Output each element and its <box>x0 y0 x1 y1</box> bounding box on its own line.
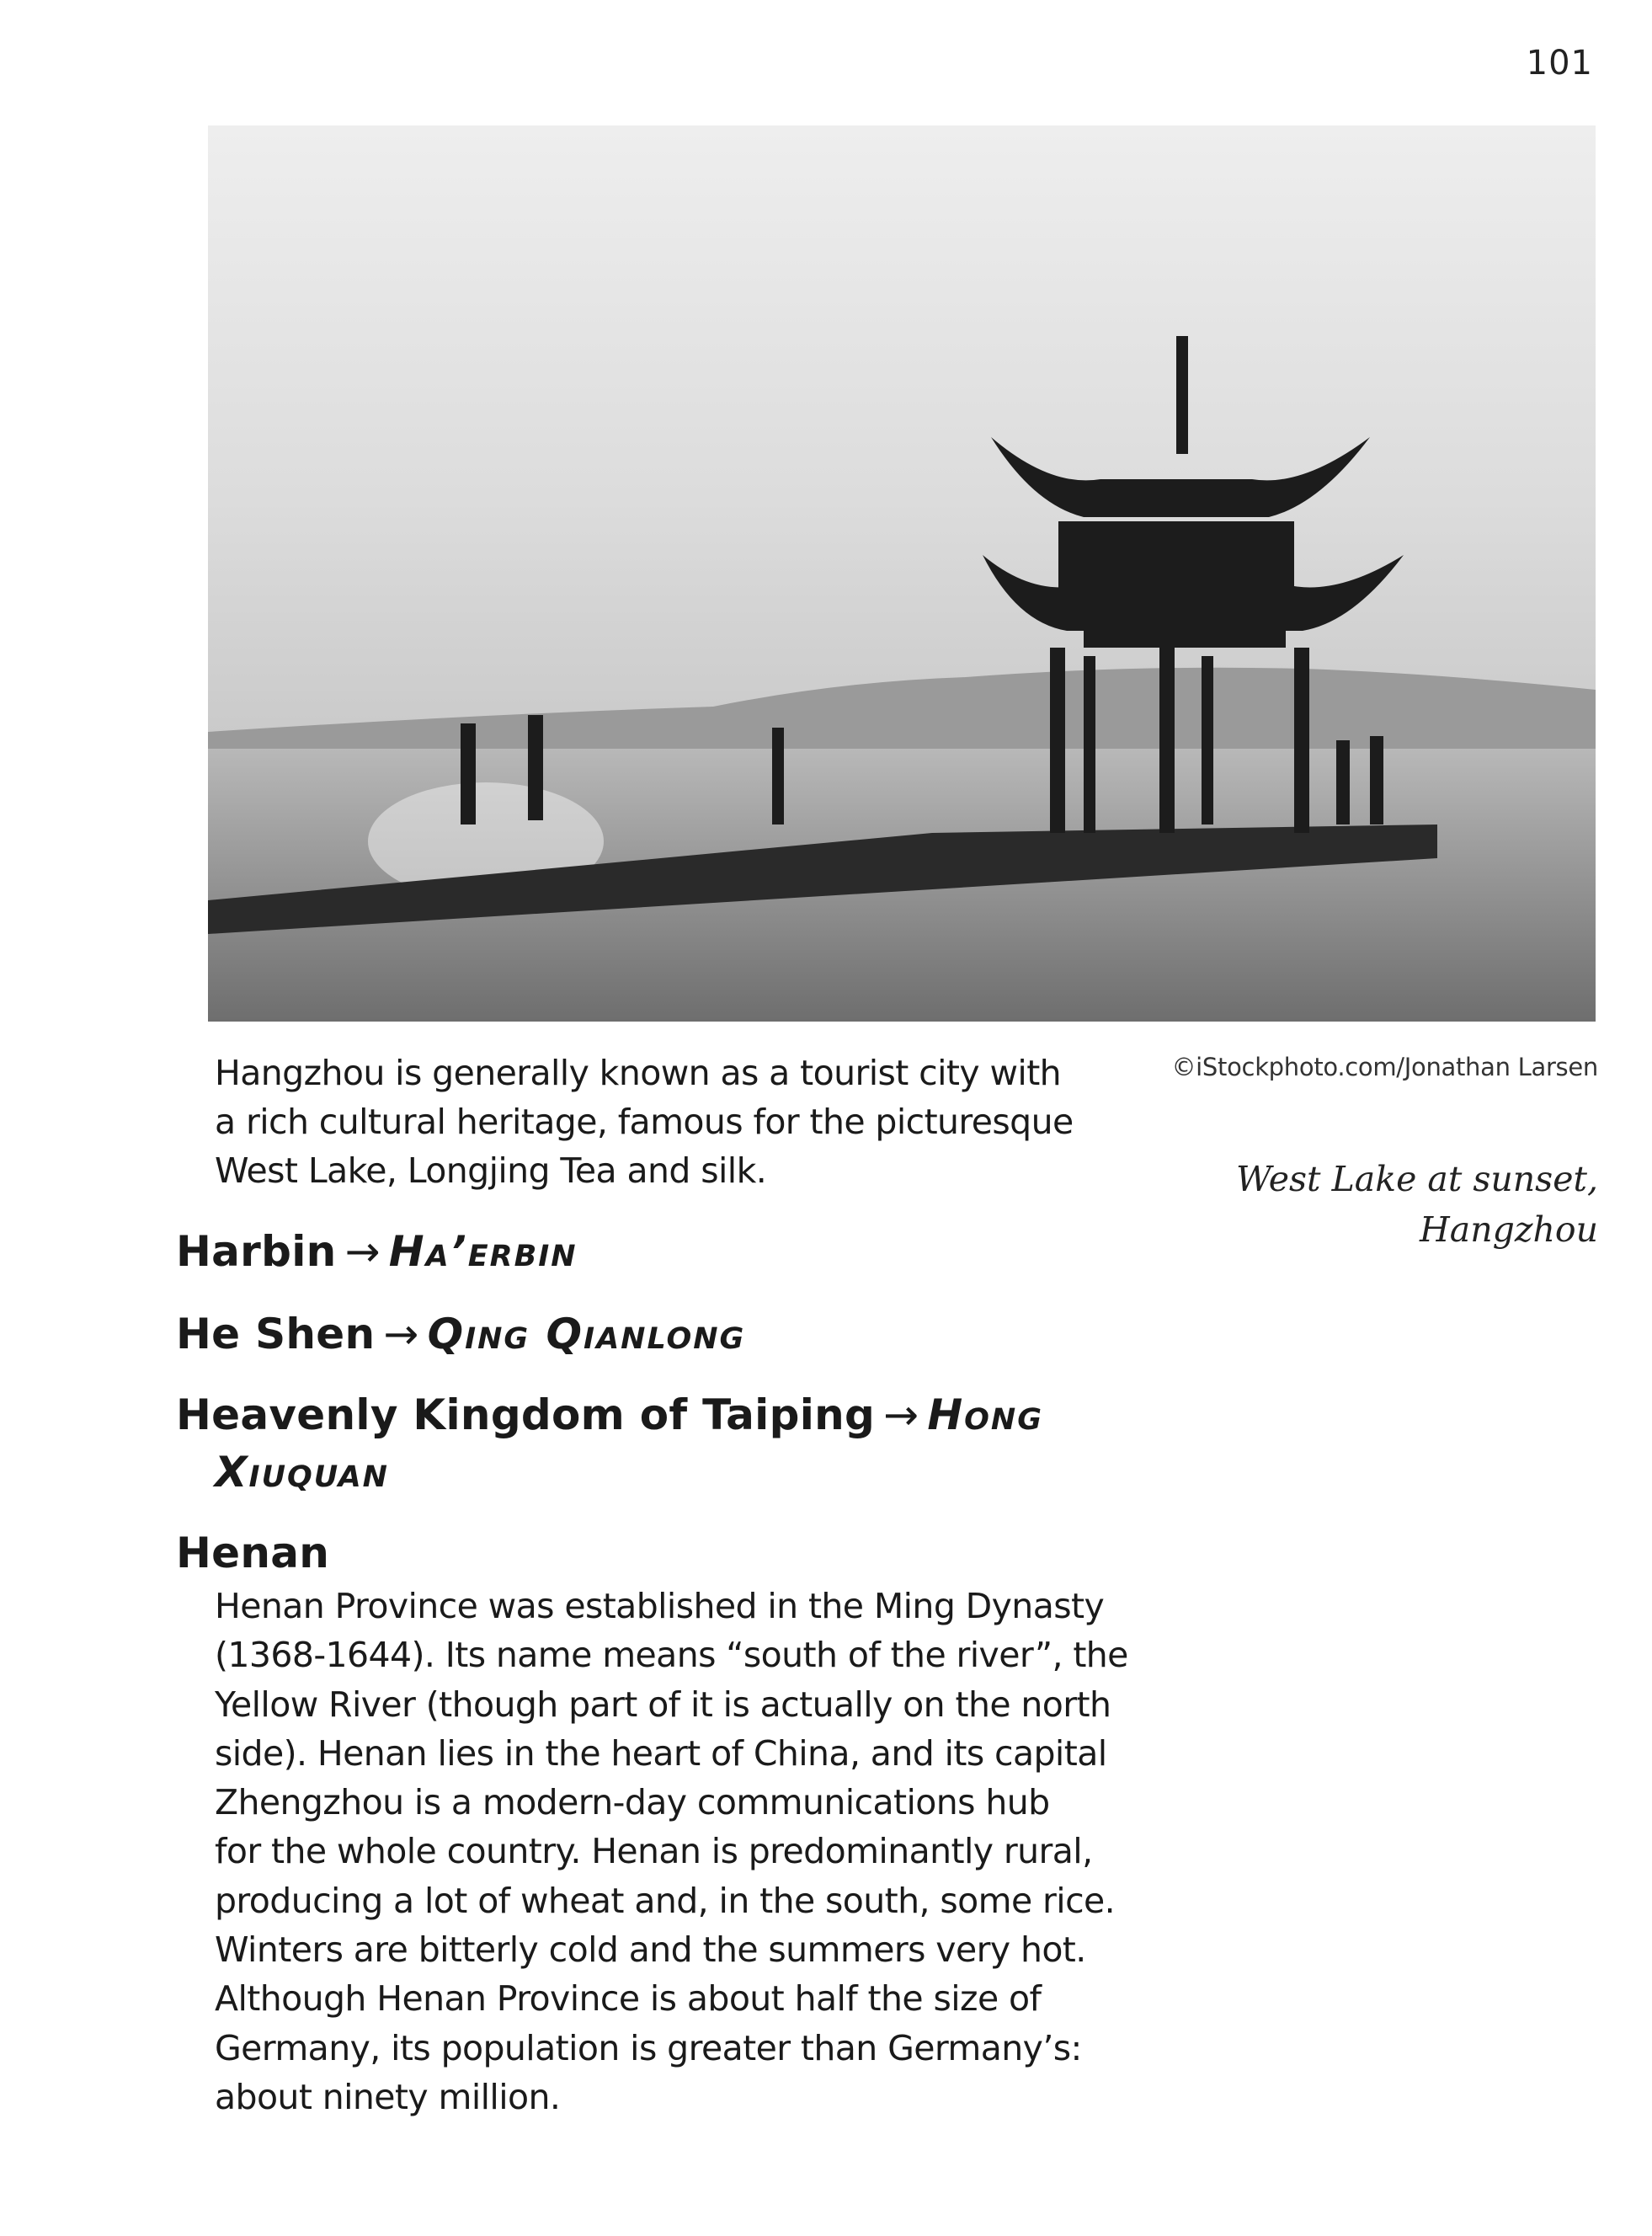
photo-credit: ©iStockphoto.com/Jonathan Larsen <box>1171 1053 1598 1081</box>
entry-term: He Shen <box>176 1310 376 1358</box>
entry-heavenly-kingdom <box>176 1386 1043 1501</box>
text-line: Hangzhou is generally known as a tourist city with <box>215 1053 1062 1093</box>
entry-term: Henan <box>176 1529 330 1577</box>
arrow-icon: → <box>383 1310 419 1358</box>
entry-he-shen <box>176 1305 745 1363</box>
arrow-icon: → <box>883 1390 919 1439</box>
cross-reference: Hong <box>927 1390 1043 1439</box>
text-line: for the whole country. Henan is predominantly rural, <box>215 1831 1093 1872</box>
page-number: 101 <box>1526 44 1593 83</box>
text-line: (1368-1644). Its name means “south of the river”, the <box>215 1635 1128 1676</box>
photo-caption-line: West Lake at sunset, <box>1235 1159 1598 1199</box>
text-line: Winters are bitterly cold and the summers very hot. <box>215 1929 1086 1971</box>
text-line: West Lake, Longjing Tea and silk. <box>215 1150 767 1191</box>
entry-term: Heavenly Kingdom of Taiping <box>176 1390 876 1439</box>
text-line: about ninety million. <box>215 2076 561 2117</box>
text-line: Henan Province was established in the Ming Dynasty <box>215 1586 1105 1626</box>
text-line: side). Henan lies in the heart of China, and its capital <box>215 1732 1107 1774</box>
entry-henan <box>176 1524 329 1582</box>
photo-caption <box>1236 1154 1598 1255</box>
text-line: Germany, its population is greater than Germany’s: <box>215 2027 1082 2068</box>
cross-reference: Ha’erbin <box>388 1227 578 1276</box>
text-line: Zhengzhou is a modern-day communications hub <box>215 1782 1050 1823</box>
henan-description <box>215 1582 1128 2121</box>
photo-caption-line: Hangzhou <box>1420 1209 1598 1250</box>
cross-reference-continued: Xiuquan <box>215 1448 389 1497</box>
west-lake-photo <box>208 125 1596 1022</box>
hangzhou-description <box>215 1049 1074 1195</box>
text-line: Although Henan Province is about half the size of <box>215 1978 1042 2020</box>
cross-reference: Qing Qianlong <box>427 1310 746 1358</box>
entry-term: Harbin <box>176 1227 337 1276</box>
entry-harbin <box>176 1223 578 1280</box>
text-line: a rich cultural heritage, famous for the picturesque <box>215 1102 1074 1142</box>
arrow-icon: → <box>344 1227 381 1276</box>
text-line: producing a lot of wheat and, in the south, some rice. <box>215 1880 1116 1921</box>
text-line: Yellow River (though part of it is actually on the north <box>215 1684 1111 1725</box>
